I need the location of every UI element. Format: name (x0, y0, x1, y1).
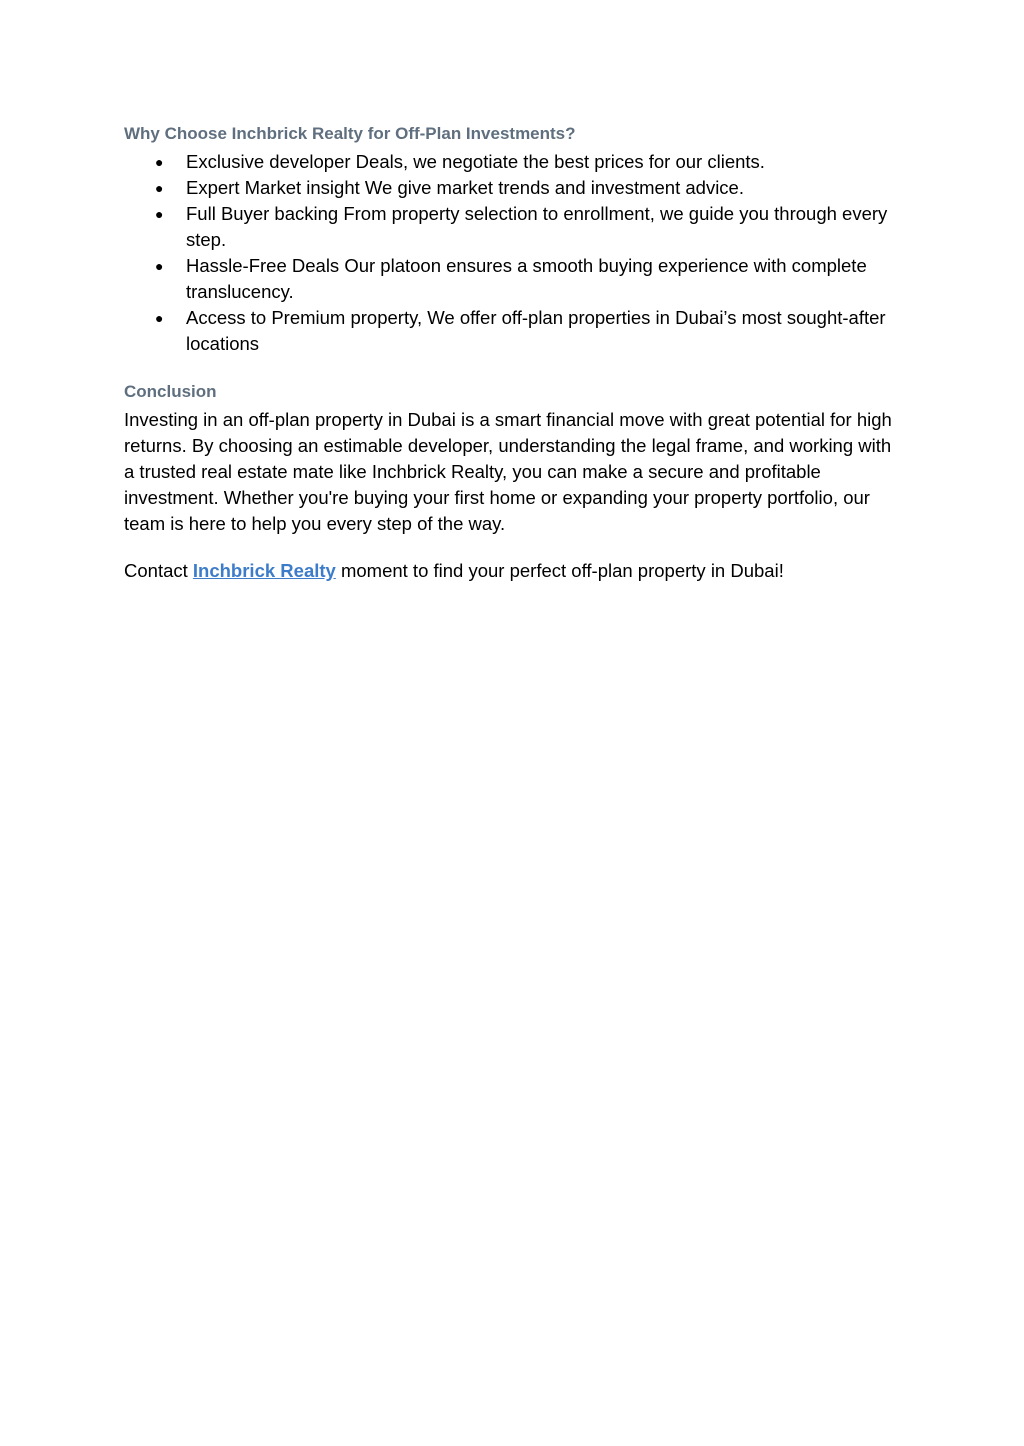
bullet-icon: ● (155, 180, 164, 196)
bullet-icon: ● (155, 206, 164, 222)
bullet-icon: ● (155, 258, 164, 274)
list-item-text: Exclusive developer Deals, we negotiate the best prices for our clients. (186, 151, 765, 172)
contact-suffix: moment to find your perfect off-plan property in Dubai! (335, 560, 784, 581)
contact-prefix: Contact (124, 560, 193, 581)
conclusion-paragraph: Investing in an off-plan property in Dubai is a smart financial move with great potential for high returns. By choosing an estimable developer, understanding the legal frame, and working with a trusted real estate mate like Inchbrick Realty, you can make a secure and profitable investment. Whether you're buying your first home or expanding your property portfolio, our team is here to help you every step of the way. (124, 409, 892, 534)
list-item-text: Hassle-Free Deals Our platoon ensures a smooth buying experience with complete translucency. (186, 255, 867, 302)
list-item (124, 253, 904, 305)
list-item (124, 149, 904, 175)
contact-line (124, 558, 904, 584)
list-item (124, 201, 904, 253)
section-heading-why-choose: Why Choose Inchbrick Realty for Off-Plan Investments? (124, 124, 576, 143)
bullet-icon: ● (155, 154, 164, 170)
inchbrick-realty-link[interactable]: Inchbrick Realty (192, 560, 336, 581)
section-heading-conclusion: Conclusion (124, 382, 217, 401)
list-item (124, 305, 904, 357)
list-item-text: Access to Premium property, We offer off-plan properties in Dubai’s most sought-after locations (186, 307, 886, 354)
document-page (124, 122, 904, 584)
bullet-icon: ● (155, 310, 164, 326)
list-item-text: Full Buyer backing From property selection to enrollment, we guide you through every step. (186, 203, 888, 250)
list-item (124, 175, 904, 201)
list-item-text: Expert Market insight We give market trends and investment advice. (186, 177, 744, 198)
benefits-list (124, 149, 904, 357)
